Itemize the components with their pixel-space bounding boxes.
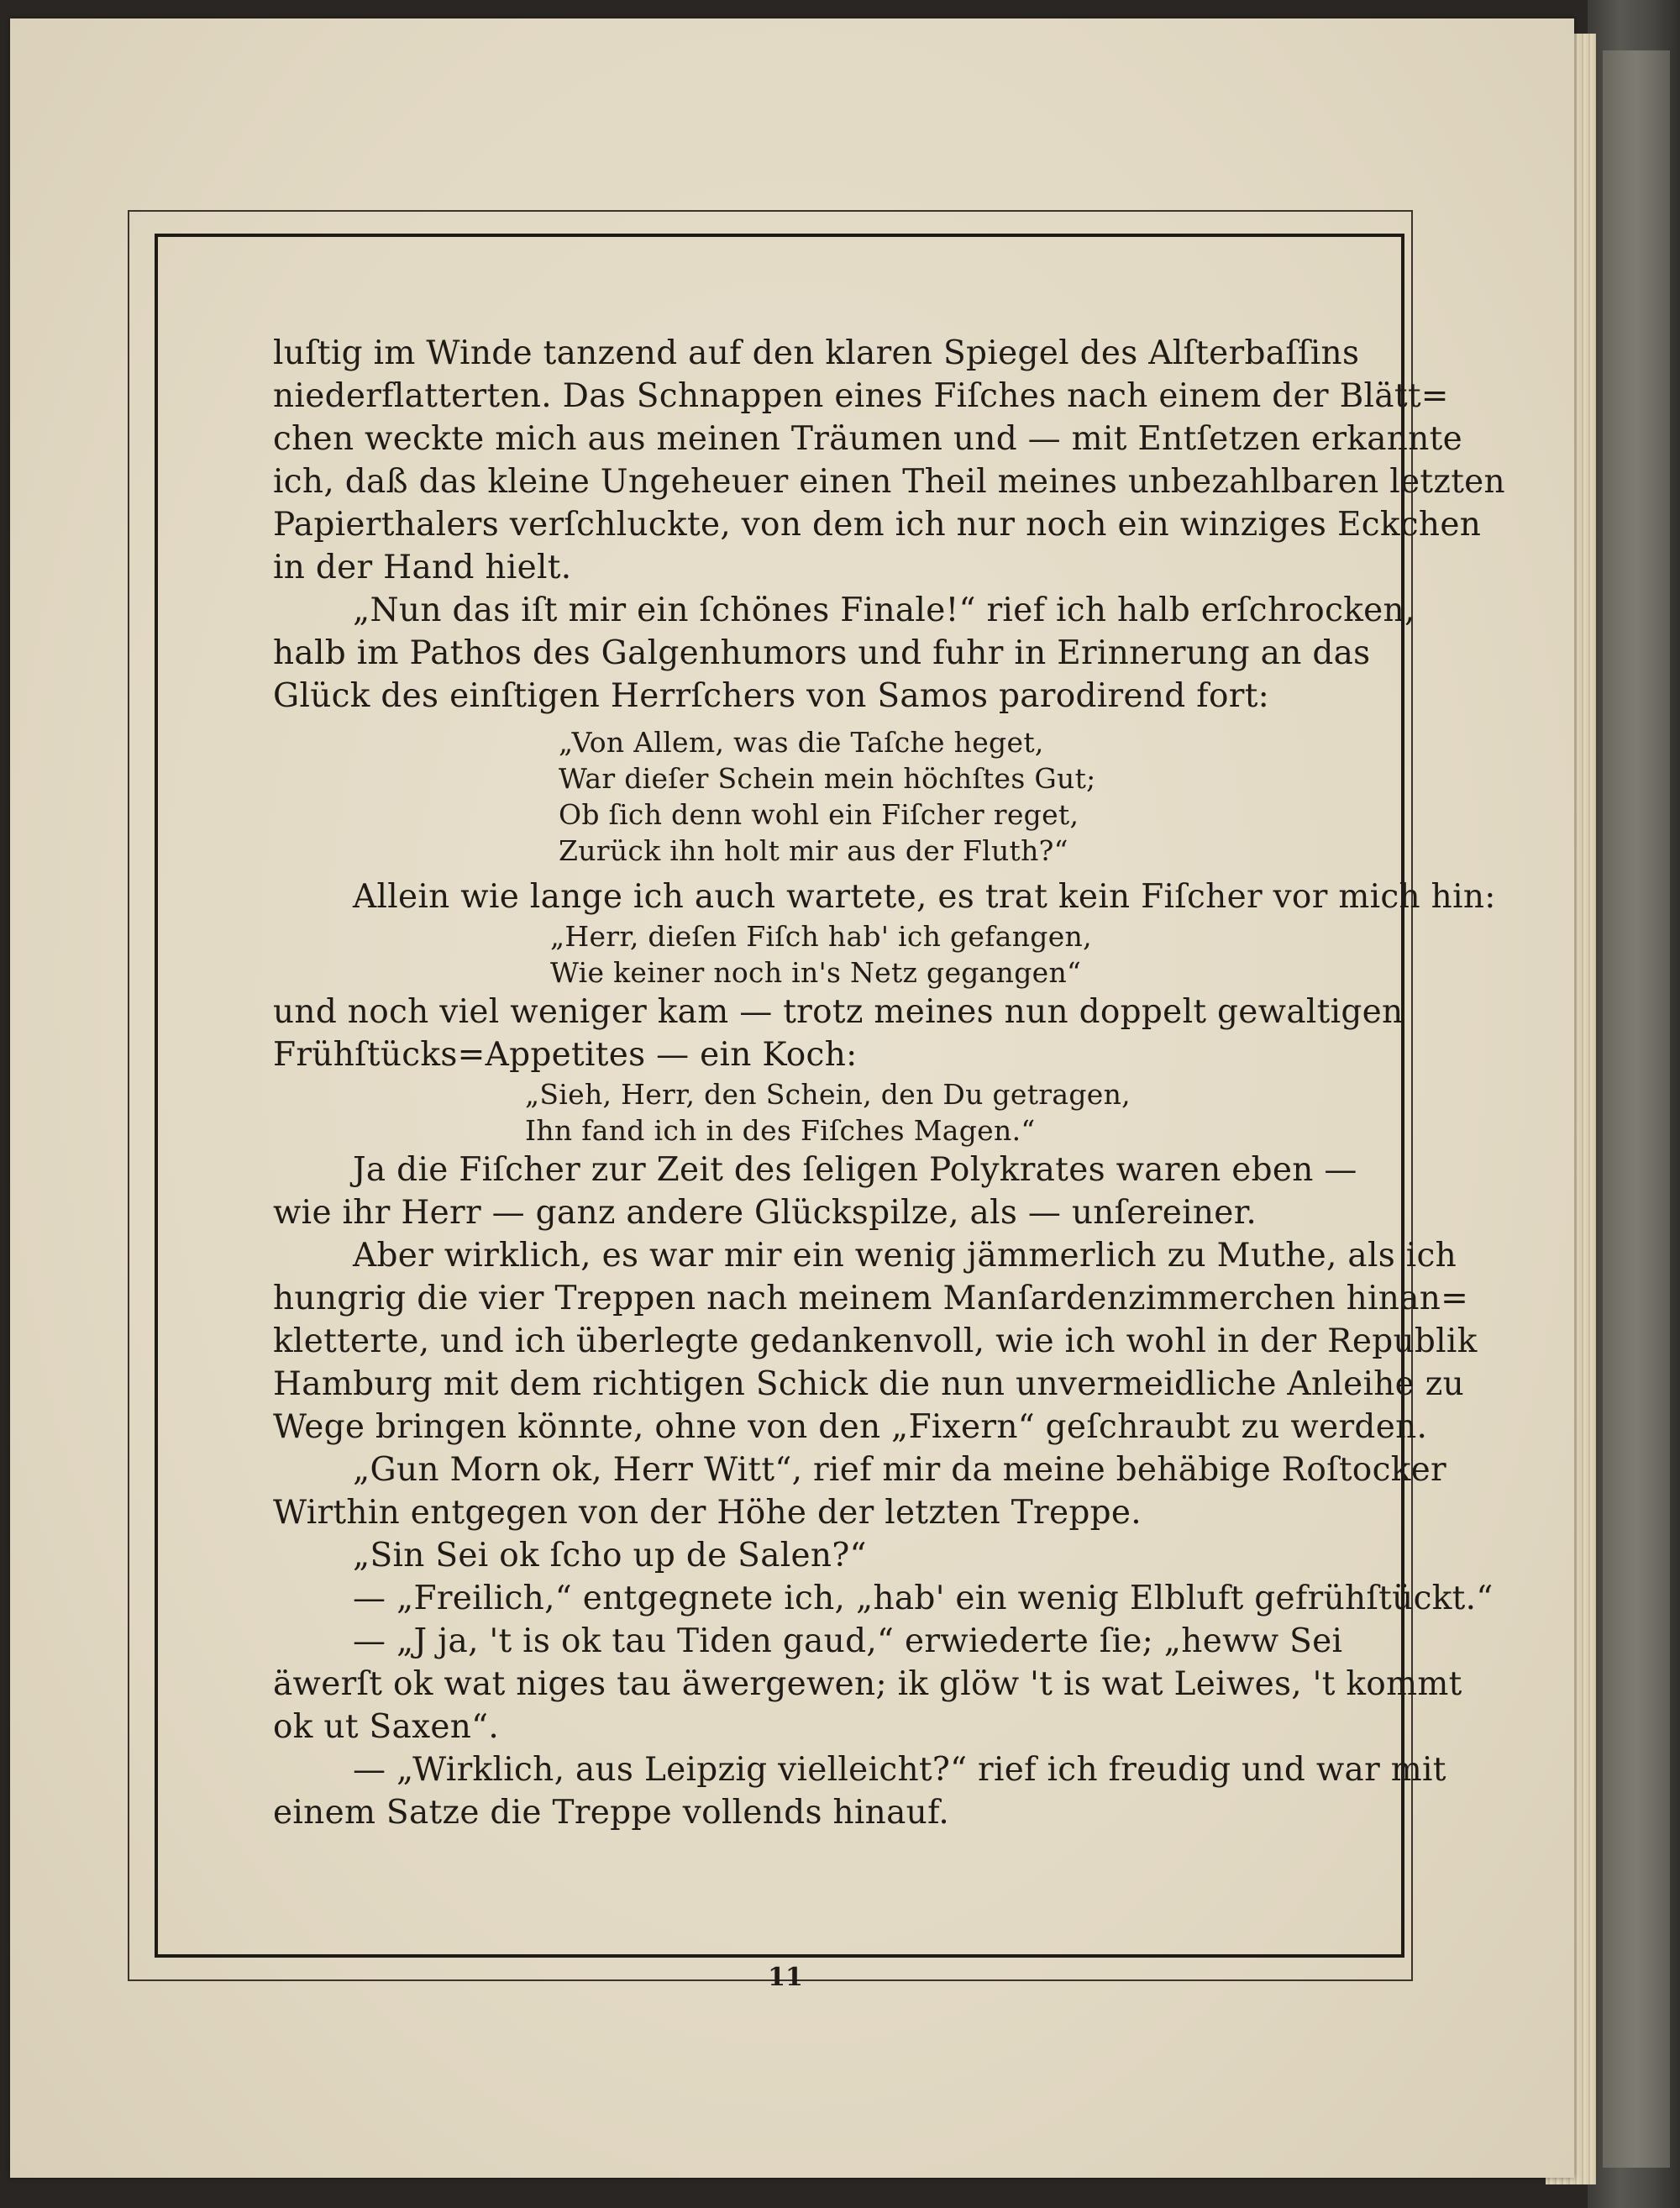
text-line: ich, daß das kleine Ungeheuer einen Theil meines unbezahlbaren letzten: [273, 463, 1505, 501]
verse-line: Zurück ihn holt mir aus der Fluth?“: [559, 834, 1068, 867]
text-line: ok ut Saxen“.: [273, 1708, 500, 1746]
text-line: „Sin Sei ok ſcho up de Salen?“: [353, 1537, 867, 1575]
verse-line: Ihn fand ich in des Fiſches Magen.“: [525, 1114, 1036, 1147]
text-line: — „Freilich,“ entgegnete ich, „hab' ein wenig Elbluft gefrühſtückt.“: [353, 1580, 1494, 1617]
text-line: Wege bringen könnte, ohne von den „Fixern“ geſchraubt zu werden.: [273, 1408, 1428, 1446]
verse-line: „Herr, dieſen Fiſch hab' ich gefangen,: [550, 920, 1092, 953]
text-line: Allein wie lange ich auch wartete, es trat kein Fiſcher vor mich hin:: [353, 878, 1496, 916]
verse-line: „Sieh, Herr, den Schein, den Du getragen,: [525, 1078, 1131, 1111]
page-number: 11: [768, 1963, 803, 1992]
text-line: äwerſt ok wat niges tau äwergewen; ik glöw 't is wat Leiwes, 't kommt: [273, 1665, 1462, 1703]
text-line: „Gun Morn ok, Herr Witt“, rief mir da meine behäbige Roſtocker: [353, 1451, 1446, 1489]
text-line: Papierthalers verſchluckte, von dem ich nur noch ein winziges Eckchen: [273, 506, 1482, 544]
text-line: niederflatterten. Das Schnappen eines Fiſches nach einem der Blätt=: [273, 377, 1449, 415]
text-line: Aber wirklich, es war mir ein wenig jämmerlich zu Muthe, als ich: [353, 1237, 1457, 1275]
text-line: und noch viel weniger kam — trotz meines nun doppelt gewaltigen: [273, 993, 1404, 1031]
verse-line: Wie keiner noch in's Netz gegangen“: [550, 956, 1082, 989]
book-cover-edge: [1588, 0, 1680, 2208]
text-line: chen weckte mich aus meinen Träumen und — mit Entſetzen erkannte: [273, 420, 1462, 458]
text-line: „Nun das iſt mir ein ſchönes Finale!“ rief ich halb erſchrocken,: [353, 591, 1415, 629]
text-line: — „Wirklich, aus Leipzig vielleicht?“ rief ich freudig und war mit: [353, 1751, 1446, 1789]
text-line: kletterte, und ich überlegte gedankenvoll, wie ich wohl in der Republik: [273, 1322, 1478, 1360]
cover-cloth: [1603, 50, 1670, 2168]
text-line: einem Satze die Treppe vollends hinauf.: [273, 1794, 950, 1832]
text-line: Frühſtücks=Appetites — ein Koch:: [273, 1036, 858, 1074]
verse-line: War dieſer Schein mein höchſtes Gut;: [559, 762, 1096, 795]
text-line: — „J ja, 't is ok tau Tiden gaud,“ erwiederte ſie; „heww Sei: [353, 1622, 1343, 1660]
page-text: [273, 332, 1505, 1834]
text-line: Glück des einſtigen Herrſchers von Samos parodirend fort:: [273, 677, 1270, 715]
text-line: hungrig die vier Treppen nach meinem Manſardenzimmerchen hinan=: [273, 1280, 1469, 1317]
verse-line: Ob ſich denn wohl ein Fiſcher reget,: [559, 798, 1079, 831]
text-line: Ja die Fiſcher zur Zeit des ſeligen Polykrates waren eben —: [353, 1151, 1357, 1189]
verse-line: „Von Allem, was die Taſche heget,: [559, 726, 1044, 759]
text-line: Wirthin entgegen von der Höhe der letzten Treppe.: [273, 1494, 1142, 1532]
text-line: luſtig im Winde tanzend auf den klaren Spiegel des Alſterbaſſins: [273, 334, 1360, 372]
text-line: wie ihr Herr — ganz andere Glückspilze, als — unſereiner.: [273, 1194, 1257, 1232]
text-line: Hamburg mit dem richtigen Schick die nun unvermeidliche Anleihe zu: [273, 1365, 1464, 1403]
text-line: in der Hand hielt.: [273, 549, 572, 586]
text-line: halb im Pathos des Galgenhumors und fuhr in Erinnerung an das: [273, 634, 1371, 672]
